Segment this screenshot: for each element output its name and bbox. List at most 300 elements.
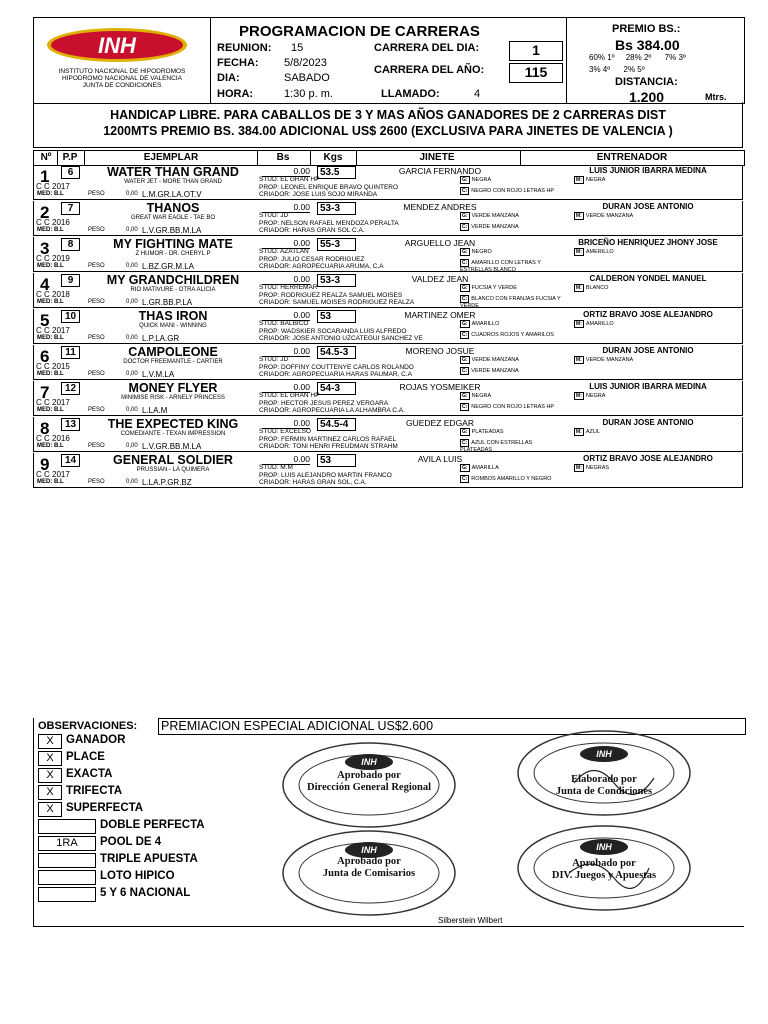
bs-value: 0.00 [262,310,310,321]
stud-name: STUD: AZATLAN [259,248,309,255]
peso-value: 0,00 [126,443,138,449]
peso-label: PESO [88,371,105,377]
medication-code: L.V.GR.BB.M.LA [142,442,252,452]
entry-number: 3 [40,239,50,258]
reunion-label: REUNION: [217,42,272,54]
premio-panel [566,18,745,103]
peso-value: 0,00 [126,371,138,377]
silks-m-color: NEGRA [585,393,606,399]
silks-m-tag: M: [576,465,582,471]
entry-number: 5 [40,311,50,330]
silks-c [460,223,565,231]
table-row [33,237,743,272]
silks-m-color: BLANCO [585,285,609,291]
peso-label: PESO [88,443,105,449]
premio-label: PREMIO BS.: [612,23,681,35]
horse-name: CAMPOLEONE [128,345,218,359]
peso-label: PESO [88,299,105,305]
bet-name: TRIFECTA [66,785,123,797]
pedigree: COMEDIANTE - TEXAN IMPRESSION [120,431,226,437]
silks-g-tag: G: [462,285,468,291]
horse-name: GENERAL SOLDIER [113,453,233,467]
entries-table-header [33,150,745,166]
owner-name: PROP: RODRIGUEZ REALZA SAMUEL MOISES [259,292,403,299]
owner-name: PROP: FERMIN MARTINEZ CARLOS RAFAEL [259,436,397,443]
post-position: 6 [61,166,80,179]
stud-name: STUD: EL GRAN HP [259,176,320,183]
col-bs: Bs [276,152,290,163]
bs-value: 0.00 [262,346,310,357]
medication-code: L.P.LA.GR [142,334,252,344]
owner-name: PROP: JULIO CESAR RODRIGUEZ [259,256,365,263]
silks-m [574,320,724,328]
table-row [33,381,743,416]
silks-c [460,403,565,411]
stamp-4-line-2: DIV. Juegos y Apuestas [551,870,657,881]
bet-name: POOL DE 4 [100,836,162,848]
medication-label: MED: B.L [37,335,64,341]
pedigree: Z HUMOR - DR. CHERYL P [135,251,211,257]
silks-m-tag: M: [576,213,582,219]
stud-name: STUD: JD [259,212,289,219]
post-position: 10 [61,310,80,323]
jockey-name: GARCIA FERNANDO [398,166,482,176]
entry-number: 8 [40,419,50,438]
weight-kgs: 54.5-4 [317,418,356,431]
bet-checkbox[interactable] [38,819,96,834]
peso-value: 0,00 [126,227,138,233]
carrera-dia-value: 1 [509,41,563,61]
coat-year: C C 2017 [36,398,70,407]
stamp-4-line-1: Aprobado por [572,858,636,869]
observations-section [33,718,744,927]
entry-number: 9 [40,455,50,474]
breeder-name: CRIADOR: AGROPECUARIA ARUMA, C.A [259,263,384,270]
horse-name: MONEY FLYER [128,381,218,395]
owner-name: PROP: HECTOR JESUS PEREZ VERGARA [259,400,389,407]
horse-name: MY GRANDCHILDREN [106,273,240,287]
weight-kgs: 53.5 [317,166,356,179]
carrera-anio-value: 115 [509,63,563,83]
dia-value: SABADO [284,72,330,84]
owner-name: PROP: WADSKIER SOCARANDA LUIS ALFREDO [259,328,407,335]
stud-name: STUD: HERREMAR [259,284,318,291]
table-row [33,165,743,200]
peso-label: PESO [88,263,105,269]
bet-name: LOTO HIPICO [100,870,175,882]
silks-m [574,248,724,256]
coat-year: C C 2018 [36,290,70,299]
col-ejemplar: EJEMPLAR [143,152,199,163]
silks-c-color: CUADROS ROJOS Y AMARILOS [471,332,554,338]
pedigree: DOCTOR FREEMANTLE - CARTIER [123,359,223,365]
reunion-value: 15 [291,42,304,54]
peso-value: 0,00 [126,299,138,305]
trainer-name: DURAN JOSE ANTONIO [602,418,694,427]
table-row [33,201,743,236]
institution-line-1: INSTITUTO NACIONAL DE HIPODROMOS [58,68,186,75]
horse-name: THAS IRON [138,309,208,323]
medication-label: MED: B.L [37,479,64,485]
silks-m [574,356,724,364]
peso-value: 0,00 [126,407,138,413]
silks-g-color: AMARILLO [471,321,500,327]
bs-value: 0.00 [262,202,310,213]
silks-m-color: NEGRA [585,177,606,183]
weight-kgs: 53-3 [317,274,356,287]
silks-c-tag: C: [462,404,468,410]
program-header [33,17,745,104]
owner-name: PROP: LUIS ALEJANDRO MARTIN FRANCO [259,472,392,479]
silks-g-tag: G: [462,177,468,183]
svg-text:INH: INH [596,842,612,852]
stamp-2-line-1: Elaborado por [571,774,637,785]
svg-text:INH: INH [361,845,377,855]
premio-value: Bs 384.00 [615,37,680,53]
breeder-name: CRIADOR: JOSE LUIS SOJO MIRANDA [259,191,378,198]
medication-label: MED: B.L [37,443,64,449]
trainer-name: DURAN JOSE ANTONIO [602,202,694,211]
bet-item [38,734,238,750]
silks-c-tag: C: [462,440,468,446]
coat-year: C C 2015 [36,362,70,371]
silks-c-tag: C: [462,368,468,374]
post-position: 8 [61,238,80,251]
bet-name: GANADOR [66,734,126,746]
peso-label: PESO [88,191,105,197]
entry-number: 6 [40,347,50,366]
jockey-name: ROJAS YOSMEIKER [399,382,481,392]
silks-c-color: NEGRO CON ROJO LETRAS HP [471,404,555,410]
bet-checkbox[interactable]: X [38,785,62,800]
silks-g [460,392,565,400]
entry-number: 2 [40,203,50,222]
bet-item [38,802,238,818]
premio-split-1: 60% 1º 28% 2º 7% 3º [589,53,686,62]
distancia-label: DISTANCIA: [615,76,678,88]
horse-name: MY FIGHTING MATE [113,237,233,251]
silks-g [460,428,565,436]
weight-kgs: 55-3 [317,238,356,251]
carrera-anio-label: CARRERA DEL AÑO: [374,64,485,76]
logo-panel [34,18,211,103]
entry-number: 4 [40,275,50,294]
silks-g-tag: G: [462,393,468,399]
silks-c-color: AMARILLO CON LETRAS Y ESTRELLAS BLANCO [460,260,541,273]
silks-g-tag: G: [462,357,468,363]
post-position: 14 [61,454,80,467]
peso-label: PESO [88,479,105,485]
observations-label: OBSERVACIONES: [38,720,138,732]
silks-c [460,259,565,273]
pedigree: MINIMISE RISK - ARNELY PRINCESS [121,395,225,401]
owner-name: PROP: NELSON RAFAEL MENDOZA PERALTA [259,220,399,227]
silks-g-color: VERDE MANZANA [471,213,519,219]
weight-kgs: 53 [317,454,356,467]
peso-value: 0,00 [126,335,138,341]
silks-g-color: PLATEADAS [471,429,504,435]
bet-checkbox[interactable] [38,870,96,885]
medication-label: MED: B.L [37,227,64,233]
peso-label: PESO [88,407,105,413]
pedigree: WATER JET - MORE THAN GRAND [124,179,222,185]
silks-g [460,284,565,292]
svg-text:INH: INH [596,749,612,759]
silks-c [460,439,565,453]
medication-code: L.V.M.LA [142,370,252,380]
coat-year: C C 2019 [36,254,70,263]
pedigree: QUICK MANI - WINNING [139,323,207,329]
silks-c [460,295,565,309]
silks-c-color: NEGRO CON ROJO LETRAS HP [471,188,555,194]
owner-name: PROP: DOFFINY COUTTENYE CARLOS ROLANDO [259,364,414,371]
breeder-name: CRIADOR: SAMUEL MOISES RODRIGUEZ REALZA [259,299,415,306]
silks-m-tag: M: [576,285,582,291]
post-position: 11 [61,346,80,359]
trainer-name: ORTIZ BRAVO JOSE ALEJANDRO [583,310,713,319]
silks-g-tag: G: [462,213,468,219]
col-num: Nº [40,152,52,163]
silks-c-tag: C: [462,188,468,194]
jockey-name: GUEDEZ EDGAR [405,418,474,428]
silks-m-color: NEGRAS [585,465,610,471]
distancia-unit: Mtrs. [705,92,727,102]
silks-m [574,392,724,400]
bet-name: PLACE [66,751,105,763]
stud-name: STUD: M.M [259,464,293,471]
bet-item [38,785,238,801]
post-position: 13 [61,418,80,431]
stamp-3-line-1: Aprobado por [337,856,401,867]
peso-label: PESO [88,227,105,233]
col-kgs: Kgs [323,152,343,163]
silks-g [460,248,565,256]
medication-label: MED: B.L [37,263,64,269]
silks-g-color: NEGRO [471,249,492,255]
jockey-name: MORENO JOSUE [405,346,475,356]
silks-m [574,428,724,436]
bet-checkbox[interactable]: X [38,768,62,783]
silks-c [460,367,565,375]
trainer-name: DURAN JOSE ANTONIO [602,346,694,355]
table-row [33,453,743,488]
bet-item [38,887,238,903]
stud-name: STUD: EL GRAN HP [259,392,320,399]
silks-c-color: VERDE MANZANA [471,368,519,374]
bet-item [38,836,238,852]
silks-m-color: VERDE MANZANA [585,213,634,219]
jockey-name: VALDEZ JEAN [411,274,469,284]
fecha-value: 5/8/2023 [284,57,327,69]
inh-logo [42,24,192,66]
stamp-3-line-2: Junta de Comisarios [322,868,416,879]
silks-m-tag: M: [576,177,582,183]
silks-g [460,464,565,472]
bs-value: 0.00 [262,454,310,465]
col-pp: P.P [62,152,78,163]
bet-checkbox[interactable]: X [38,734,62,749]
stamp-2-line-2: Junta de Condiciones [555,786,653,797]
silks-c-tag: C: [462,224,468,230]
pedigree: GREAT WAR EAGLE - TAE BO [130,215,216,221]
silks-g-tag: G: [462,249,468,255]
silks-g-color: AMARILLA [471,465,499,471]
silks-m-tag: M: [576,357,582,363]
silks-g-tag: G: [462,465,468,471]
silks-g-color: FUCSIA Y VERDE [471,285,517,291]
bet-checkbox[interactable]: X [38,751,62,766]
coat-year: C C 2017 [36,326,70,335]
jockey-name: MARTINEZ OMER [404,310,476,320]
silks-g [460,320,565,328]
table-row [33,345,743,380]
silks-c-tag: C: [462,296,468,302]
entry-number: 7 [40,383,50,402]
dia-label: DIA: [217,72,240,84]
signer-name: Silberstein Wilbert [438,916,503,925]
bet-name: TRIPLE APUESTA [100,853,198,865]
stud-name: STUD: EXCELSO [259,428,312,435]
weight-kgs: 54-3 [317,382,356,395]
medication-code: L.M.GR.LA.OT.V [142,190,252,200]
breeder-name: CRIADOR: TONI HENRI FREUDMAN STRAHM [259,443,398,450]
col-jinete: JINETE [419,152,455,163]
silks-m-color: AMARILLO [585,321,614,327]
silks-c-tag: C: [462,332,468,338]
page-title: PROGRAMACION DE CARRERAS [239,23,480,40]
medication-code: L.LA.P.GR.BZ [142,478,252,488]
weight-kgs: 53 [317,310,356,323]
coat-year: C C 2016 [36,218,70,227]
medication-label: MED: B.L [37,371,64,377]
svg-text:INH: INH [98,33,136,58]
institution-line-3: JUNTA DE CONDICIONES [82,82,162,89]
silks-m-color: VERDE MANZANA [585,357,634,363]
bet-name: EXACTA [66,768,113,780]
medication-code: L.V.GR.BB.M.LA [142,226,252,236]
bs-value: 0.00 [262,274,310,285]
peso-value: 0,00 [126,479,138,485]
hora-label: HORA: [217,88,254,100]
silks-c-color: BLANCO CON FRANJAS FUCSIA Y VERDE [460,296,561,309]
medication-label: MED: B.L [37,191,64,197]
bet-item [38,819,238,835]
coat-year: C C 2017 [36,182,70,191]
breeder-name: CRIADOR: HARAS GRAN SOL C.A. [259,227,365,234]
medication-code: L.GR.BB.P.LA [142,298,252,308]
silks-c-tag: C: [462,260,468,266]
medication-label: MED: B.L [37,299,64,305]
bet-item [38,768,238,784]
silks-c-color: AZUL CON ESTRELLAS PLATEADAS [460,440,533,453]
medication-code: L.BZ.GR.M.LA [142,262,252,272]
bs-value: 0.00 [262,238,310,249]
entry-number: 1 [40,167,50,186]
silks-m-color: AZUL [585,429,600,435]
silks-g-tag: G: [462,429,468,435]
bet-checkbox[interactable]: 1RA [38,836,96,851]
institution-line-2: HIPODROMO NACIONAL DE VALENCIA [62,75,182,82]
distancia-value: 1.200 [629,89,665,105]
table-row [33,417,743,452]
llamado-value: 4 [474,88,481,100]
premio-split-2: 3% 4º 2% 5º [589,65,645,74]
post-position: 7 [61,202,80,215]
breeder-name: CRIADOR: AGROPECUARIA HARAS PAUMAR, C.A [259,371,413,378]
post-position: 12 [61,382,80,395]
table-row [33,309,743,344]
breeder-name: CRIADOR: JOSE ANTONIO UZCATEGUI SANCHEZ VE [259,335,423,342]
pedigree: RIO MATIVURE - OTRA ALICIA [130,287,216,293]
bet-checkbox[interactable] [38,887,96,902]
silks-c-color: ROMBOS AMARILLO Y NEGRO [471,476,552,482]
silks-g-color: NEGRA [471,177,492,183]
peso-value: 0,00 [126,191,138,197]
bet-item [38,870,238,886]
bs-value: 0.00 [262,382,310,393]
silks-g-color: NEGRA [471,393,492,399]
post-position: 9 [61,274,80,287]
silks-c [460,187,565,195]
silks-g-color: VERDE MANZANA [471,357,519,363]
llamado-label: LLAMADO: [381,88,440,100]
silks-m-tag: M: [576,429,582,435]
medication-label: MED: B.L [37,407,64,413]
bet-name: SUPERFECTA [66,802,144,814]
bet-name: DOBLE PERFECTA [100,819,205,831]
stud-name: STUD: JD [259,356,289,363]
silks-m [574,176,724,184]
carrera-dia-label: CARRERA DEL DIA: [374,42,480,54]
table-row [33,273,743,308]
coat-year: C C 2016 [36,434,70,443]
silks-m [574,464,724,472]
pedigree: PRUSSIAN - LA QUIMERA [136,467,210,473]
bet-checkbox[interactable] [38,853,96,868]
bet-item [38,853,238,869]
observations-field: PREMIACION ESPECIAL ADICIONAL US$2.600 [158,718,746,735]
jockey-name: MENDEZ ANDRES [403,202,477,212]
race-conditions [33,102,743,148]
trainer-name: LUIS JUNIOR IBARRA MEDINA [589,382,707,391]
horse-name: WATER THAN GRAND [107,165,239,179]
owner-name: PROP: LEONEL ENRIQUE BRAVO QUINTERO [259,184,399,191]
silks-c [460,475,565,483]
breeder-name: CRIADOR: AGROPECUARIA LA ALHAMBRA C.A. [259,407,405,414]
jockey-name: ARGUELLO JEAN [404,238,476,248]
bet-name: 5 Y 6 NACIONAL [100,887,191,899]
silks-m [574,284,724,292]
jockey-name: AVILA LUIS [417,454,463,464]
trainer-name: BRICEÑO HENRIQUEZ JHONY JOSE [578,238,718,247]
silks-c [460,331,565,339]
bet-checkbox[interactable]: X [38,802,62,817]
conditions-line-1: HANDICAP LIBRE. PARA CABALLOS DE 3 Y MAS AÑOS GANADORES DE 2 CARRERAS DIST [110,108,666,122]
horse-name: THANOS [146,201,200,215]
weight-kgs: 53-3 [317,202,356,215]
trainer-name: CALDERON YONDEL MANUEL [589,274,707,283]
trainer-name: ORTIZ BRAVO JOSE ALEJANDRO [583,454,713,463]
silks-g [460,176,565,184]
stamp-1-line-2: Dirección General Regional [306,782,432,793]
silks-g [460,356,565,364]
silks-g-tag: G: [462,321,468,327]
silks-m [574,212,724,220]
silks-m-tag: M: [576,249,582,255]
svg-text:INH: INH [361,757,377,767]
col-entrenador: ENTRENADOR [596,152,668,163]
silks-g [460,212,565,220]
